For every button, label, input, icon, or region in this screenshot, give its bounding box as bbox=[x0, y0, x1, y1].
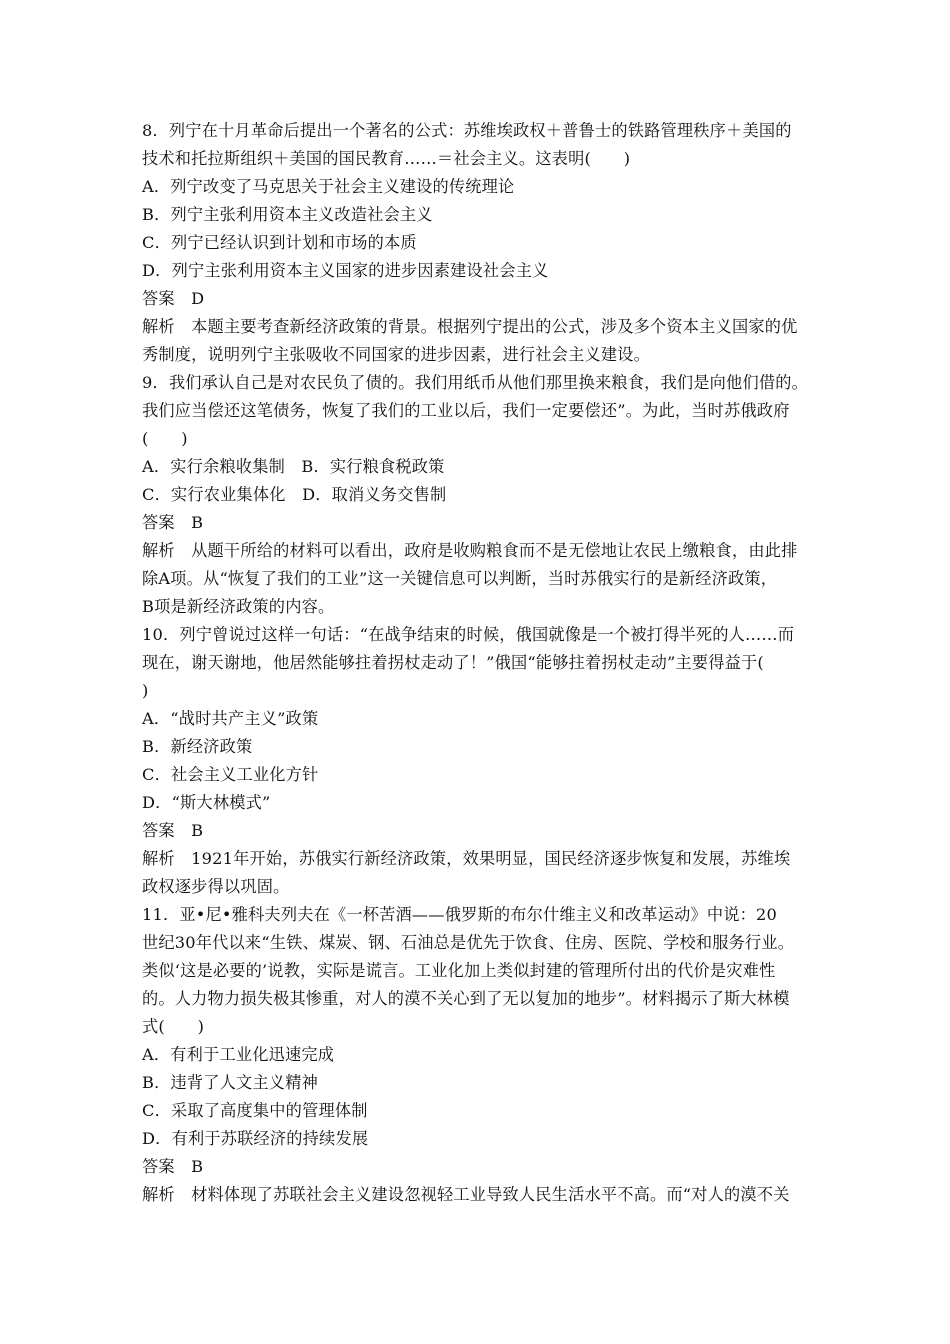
q9-options-line-1: A．实行余粮收集制 B．实行粮食税政策 bbox=[142, 457, 445, 476]
q11-stem-line-5: 式( ) bbox=[142, 1017, 205, 1036]
q10-answer: 答案 B bbox=[142, 821, 204, 840]
q9-analysis-line-1: 解析 从题干所给的材料可以看出，政府是收购粮食而不是无偿地让农民上缴粮食，由此排 bbox=[142, 541, 798, 560]
q9-analysis-line-3: B项是新经济政策的内容。 bbox=[142, 597, 335, 616]
q9-options-line-2: C．实行农业集体化 D．取消义务交售制 bbox=[142, 485, 447, 504]
q10-stem-line-2: 现在，谢天谢地，他居然能够拄着拐杖走动了！”俄国“能够拄着拐杖走动”主要得益于( bbox=[142, 653, 764, 672]
q11-answer: 答案 B bbox=[142, 1157, 204, 1176]
q10-option-c: C．社会主义工业化方针 bbox=[142, 765, 319, 784]
q8-option-d: D．列宁主张利用资本主义国家的进步因素建设社会主义 bbox=[142, 261, 549, 280]
q9-stem-line-3: ( ) bbox=[142, 429, 188, 448]
q10-stem-line-1: 10．列宁曾说过这样一句话：“在战争结束的时候，俄国就像是一个被打得半死的人……而 bbox=[142, 625, 795, 644]
q11-stem-line-3: 类似‘这是必要的’说教，实际是谎言。工业化加上类似封建的管理所付出的代价是灾难性 bbox=[142, 961, 776, 980]
q8-stem-line-1: 8．列宁在十月革命后提出一个著名的公式：苏维埃政权＋普鲁士的铁路管理秩序＋美国的 bbox=[142, 121, 792, 140]
q8-option-b: B．列宁主张利用资本主义改造社会主义 bbox=[142, 205, 433, 224]
q8-stem-line-2: 技术和托拉斯组织＋美国的国民教育……＝社会主义。这表明( ) bbox=[142, 149, 631, 168]
q11-stem-line-2: 世纪30年代以来“生铁、煤炭、钢、石油总是优先于饮食、住房、医院、学校和服务行业。 bbox=[142, 933, 795, 952]
q9-analysis-line-2: 除A项。从“恢复了我们的工业”这一关键信息可以判断，当时苏俄实行的是新经济政策， bbox=[142, 569, 778, 588]
q8-option-a: A．列宁改变了马克思关于社会主义建设的传统理论 bbox=[142, 177, 515, 196]
q10-option-b: B．新经济政策 bbox=[142, 737, 253, 756]
q8-answer: 答案 D bbox=[142, 289, 205, 308]
q11-option-c: C．采取了高度集中的管理体制 bbox=[142, 1101, 368, 1120]
q10-stem-line-3: ) bbox=[142, 681, 149, 700]
q10-analysis-line-2: 政权逐步得以巩固。 bbox=[142, 877, 290, 896]
q11-analysis-line-1: 解析 材料体现了苏联社会主义建设忽视轻工业导致人民生活水平不高。而“对人的漠不关 bbox=[142, 1185, 790, 1204]
q11-option-a: A．有利于工业化迅速完成 bbox=[142, 1045, 335, 1064]
q9-stem-line-2: 我们应当偿还这笔债务，恢复了我们的工业以后，我们一定要偿还”。为此，当时苏俄政府 bbox=[142, 401, 790, 420]
q11-stem-line-1: 11．亚•尼•雅科夫列夫在《一杯苦酒——俄罗斯的布尔什维主义和改革运动》中说：20 bbox=[142, 905, 778, 924]
q8-analysis-line-1: 解析 本题主要考查新经济政策的背景。根据列宁提出的公式，涉及多个资本主义国家的优 bbox=[142, 317, 798, 336]
q9-stem-line-1: 9．我们承认自己是对农民负了债的。我们用纸币从他们那里换来粮食，我们是向他们借的。 bbox=[142, 373, 808, 392]
q11-option-d: D．有利于苏联经济的持续发展 bbox=[142, 1129, 369, 1148]
q9-answer: 答案 B bbox=[142, 513, 204, 532]
q11-option-b: B．违背了人文主义精神 bbox=[142, 1073, 318, 1092]
q10-analysis-line-1: 解析 1921年开始，苏俄实行新经济政策，效果明显，国民经济逐步恢复和发展，苏维埃 bbox=[142, 849, 791, 868]
q11-stem-line-4: 的。人力物力损失极其惨重，对人的漠不关心到了无以复加的地步”。材料揭示了斯大林模 bbox=[142, 989, 790, 1008]
q10-option-a: A．“战时共产主义”政策 bbox=[142, 709, 319, 728]
q8-analysis-line-2: 秀制度，说明列宁主张吸收不同国家的进步因素，进行社会主义建设。 bbox=[142, 345, 651, 364]
q10-option-d: D．“斯大林模式” bbox=[142, 793, 271, 812]
q8-option-c: C．列宁已经认识到计划和市场的本质 bbox=[142, 233, 417, 252]
